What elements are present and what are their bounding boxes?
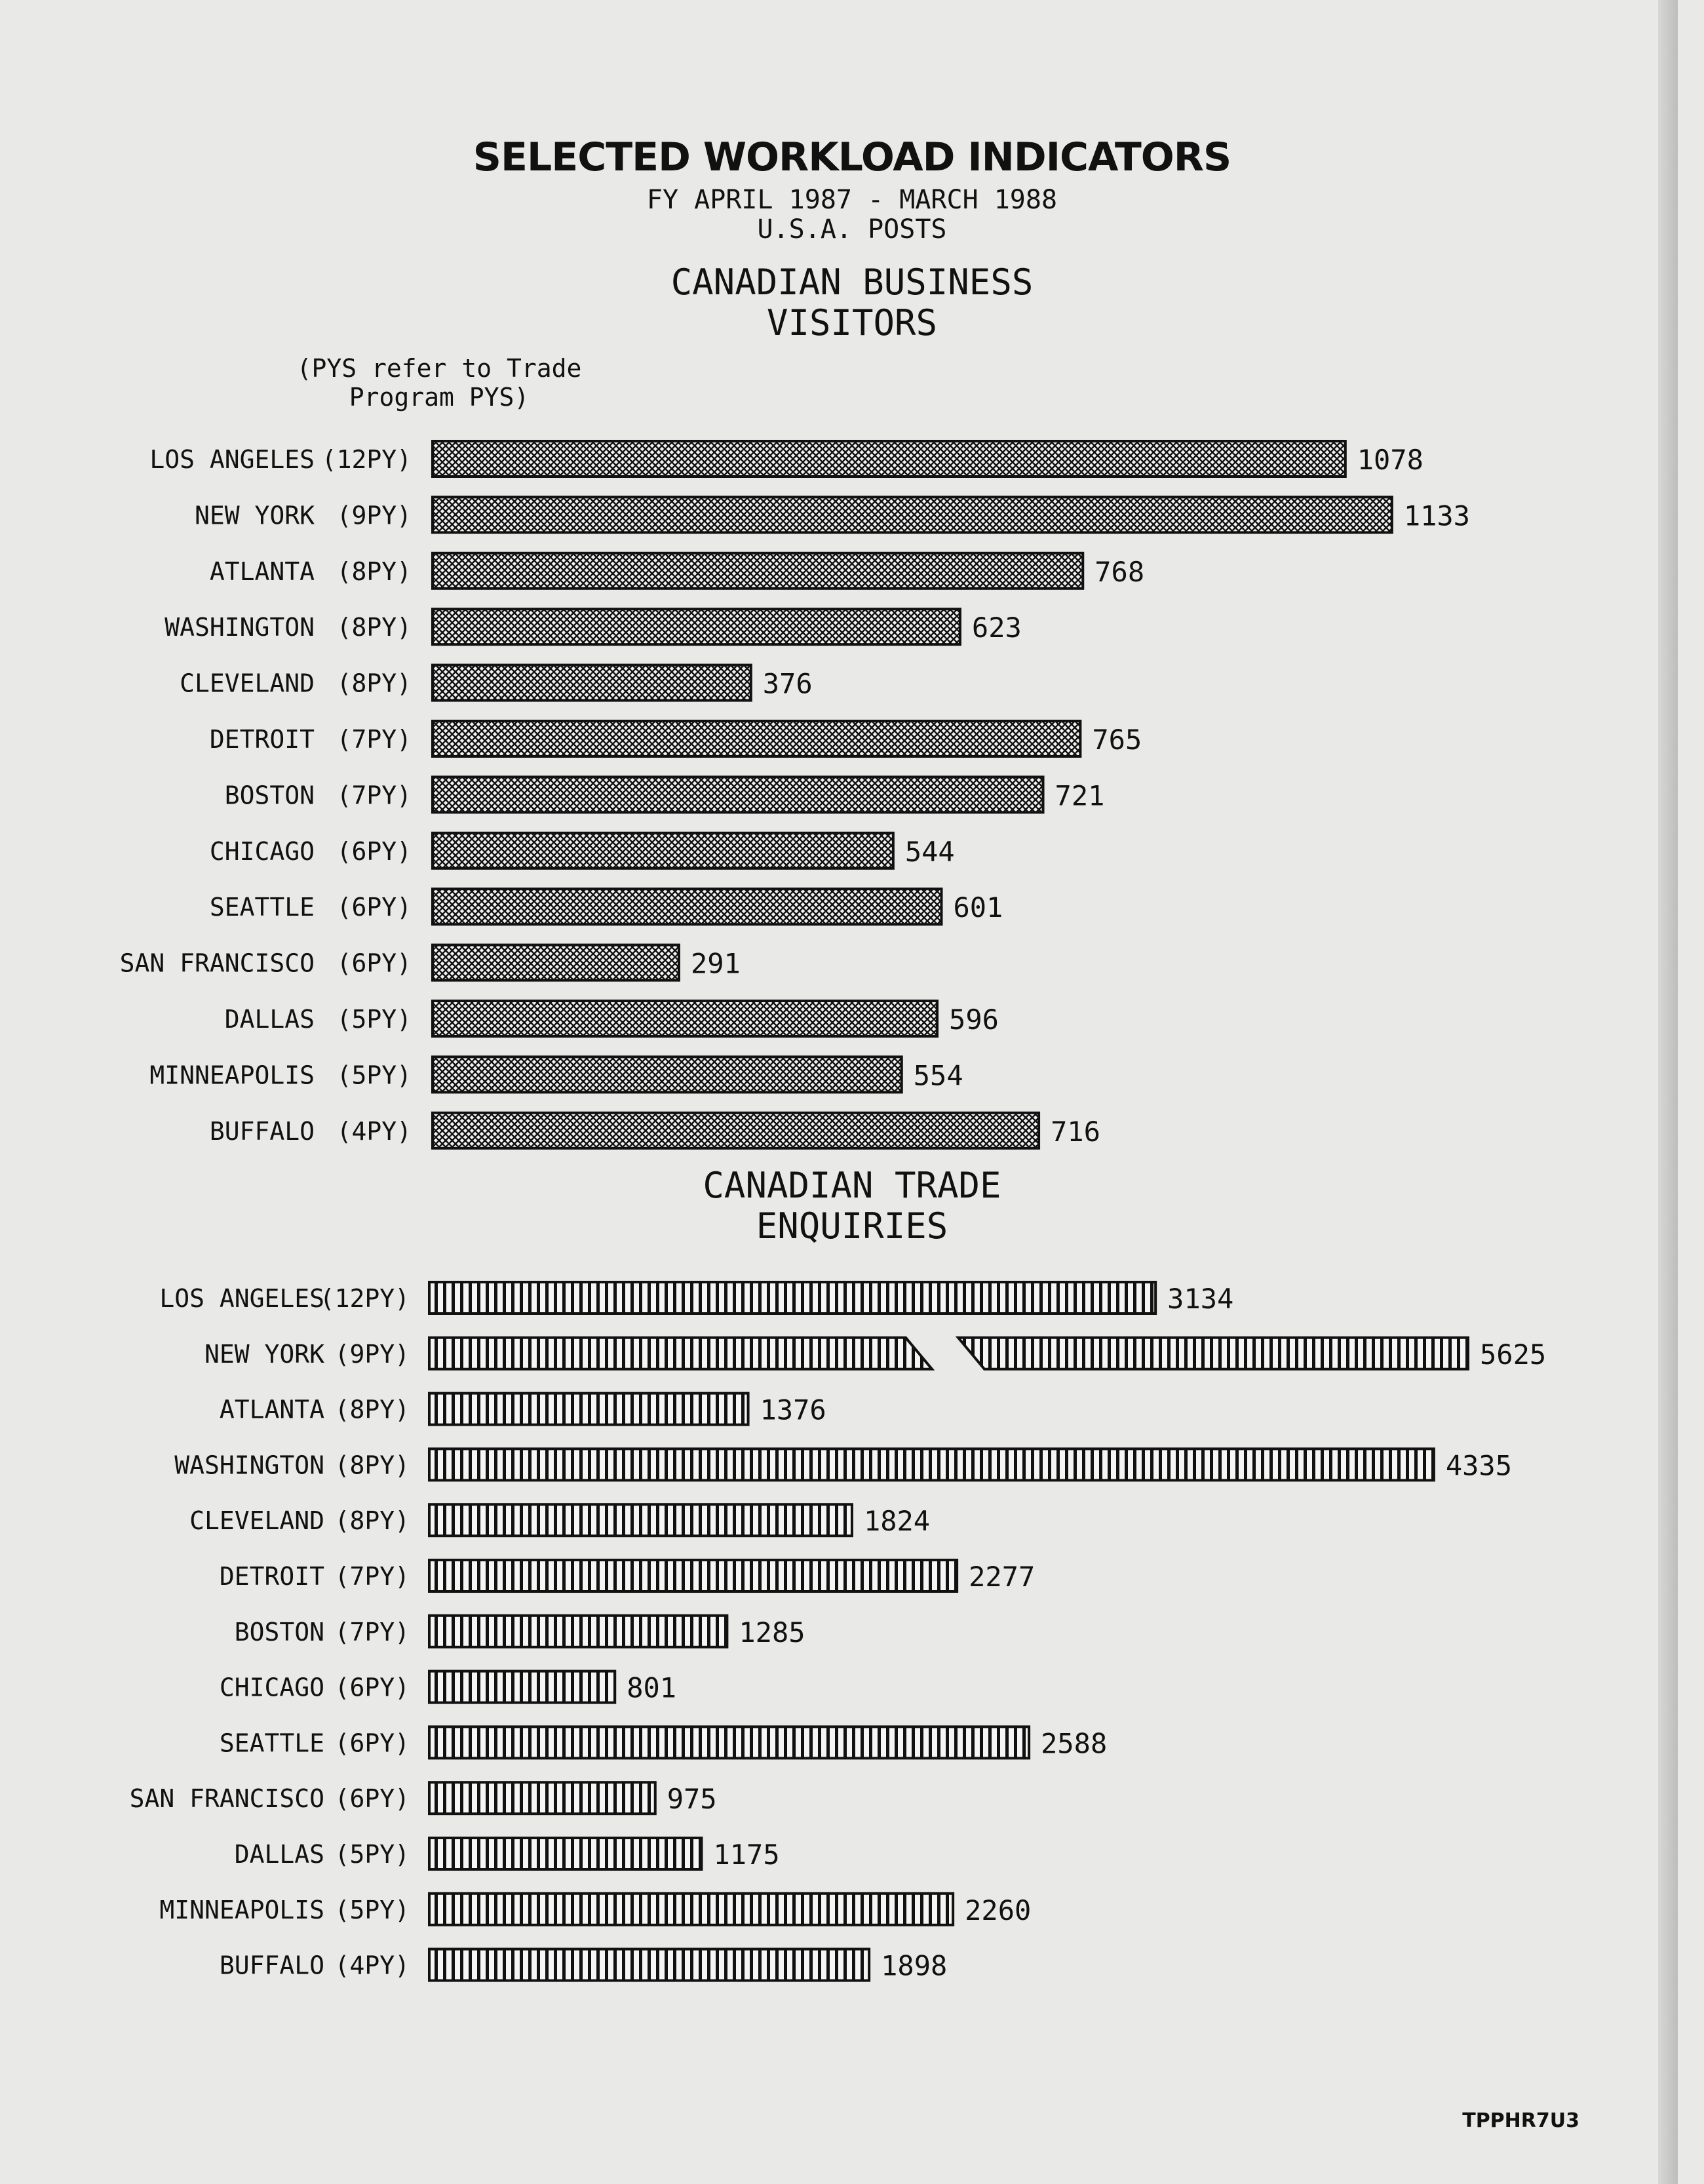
category-label-cleveland: CLEVELAND (189, 1506, 324, 1536)
value-label-dallas: 1175 (713, 1839, 780, 1871)
category-label-los-angeles: LOS ANGELES (149, 445, 315, 474)
bar-detroit (433, 721, 1080, 756)
value-label-buffalo: 716 (1051, 1115, 1100, 1148)
bar-cleveland (433, 665, 751, 701)
bar-atlanta (429, 1394, 748, 1425)
value-label-dallas: 596 (949, 1004, 999, 1036)
category-py-label-los-angeles: (12PY) (319, 1284, 410, 1313)
bar-seattle (429, 1726, 1029, 1758)
category-py-label-detroit: (7PY) (334, 1562, 410, 1591)
value-label-detroit: 2277 (969, 1561, 1036, 1593)
bar-buffalo (433, 1113, 1039, 1148)
value-label-new-york: 1133 (1403, 499, 1470, 532)
category-label-chicago: CHICAGO (209, 836, 315, 866)
bar-dallas (429, 1838, 701, 1869)
category-py-label-cleveland: (8PY) (334, 1506, 410, 1536)
bar-san-francisco (433, 945, 679, 981)
category-py-label-los-angeles: (12PY) (321, 445, 412, 474)
bar-san-francisco (429, 1782, 655, 1814)
category-label-minneapolis: MINNEAPOLIS (159, 1895, 324, 1924)
category-label-new-york: NEW YORK (194, 501, 315, 530)
category-py-label-buffalo: (4PY) (336, 1116, 412, 1146)
bar-washington (433, 609, 960, 644)
category-py-label-buffalo: (4PY) (334, 1951, 410, 1980)
value-label-detroit: 765 (1092, 724, 1142, 756)
value-label-san-francisco: 975 (667, 1783, 717, 1816)
category-py-label-washington: (8PY) (334, 1451, 410, 1480)
bar-chicago (429, 1671, 615, 1703)
visitors-chart-title (0, 262, 1704, 343)
page-subtitle-region: U.S.A. POSTS (757, 214, 947, 244)
bar-minneapolis (433, 1057, 902, 1092)
category-label-chicago: CHICAGO (219, 1673, 324, 1702)
category-py-label-boston: (7PY) (334, 1617, 410, 1647)
bar-cleveland (429, 1504, 852, 1536)
category-py-label-minneapolis: (5PY) (336, 1061, 412, 1090)
bar-chicago (433, 833, 893, 868)
category-py-label-san-francisco: (6PY) (334, 1784, 410, 1814)
category-label-detroit: DETROIT (209, 725, 315, 754)
category-label-atlanta: ATLANTA (209, 556, 315, 586)
bar-los-angeles (433, 441, 1346, 477)
value-label-cleveland: 376 (762, 667, 813, 700)
category-py-label-atlanta: (8PY) (334, 1395, 410, 1424)
category-label-dallas: DALLAS (234, 1840, 324, 1869)
bar-new-york (433, 497, 1392, 532)
pys-note-line-1: (PYS refer to Trade (296, 354, 582, 383)
value-label-atlanta: 768 (1094, 555, 1145, 588)
bar-los-angeles (429, 1282, 1155, 1314)
category-label-minneapolis: MINNEAPOLIS (149, 1061, 315, 1090)
category-py-label-detroit: (7PY) (336, 725, 412, 754)
value-label-san-francisco: 291 (690, 947, 741, 980)
category-label-dallas: DALLAS (224, 1005, 315, 1034)
category-py-label-chicago: (6PY) (336, 836, 412, 866)
value-label-chicago: 801 (627, 1671, 677, 1704)
category-py-label-minneapolis: (5PY) (334, 1895, 410, 1924)
category-label-detroit: DETROIT (219, 1562, 324, 1591)
enquiries-chart-title-line-2: ENQUIRIES (756, 1205, 948, 1247)
bar-atlanta (433, 553, 1083, 589)
category-label-new-york: NEW YORK (204, 1339, 324, 1369)
bar-boston (433, 777, 1043, 812)
category-label-san-francisco: SAN FRANCISCO (129, 1784, 324, 1814)
enquiries-chart-title (0, 1165, 1704, 1247)
category-label-boston: BOSTON (224, 781, 315, 810)
enquiries-bar-chart (0, 1257, 1547, 1991)
category-py-label-dallas: (5PY) (336, 1005, 412, 1034)
category-py-label-boston: (7PY) (336, 781, 412, 810)
bar-new-york (429, 1338, 1468, 1369)
value-label-washington: 623 (971, 612, 1022, 644)
bar-boston (429, 1616, 727, 1647)
category-label-san-francisco: SAN FRANCISCO (119, 948, 315, 978)
category-py-label-chicago: (6PY) (334, 1673, 410, 1702)
page-subtitle-period: FY APRIL 1987 - MARCH 1988 (646, 185, 1058, 215)
category-py-label-san-francisco: (6PY) (336, 948, 412, 978)
visitors-chart-title-line-1: CANADIAN BUSINESS (670, 262, 1034, 303)
pys-note-line-2: Program PYS) (349, 383, 530, 412)
category-py-label-new-york: (9PY) (336, 501, 412, 530)
category-label-seattle: SEATTLE (219, 1728, 324, 1758)
visitors-bar-chart (0, 419, 1507, 1154)
bar-washington (429, 1449, 1434, 1480)
pys-note (288, 354, 590, 412)
value-label-chicago: 544 (904, 835, 955, 868)
document-code: TPPHR7U3 (1462, 2109, 1579, 2132)
value-label-boston: 1285 (739, 1616, 805, 1648)
value-label-minneapolis: 554 (913, 1059, 963, 1092)
category-label-boston: BOSTON (234, 1617, 324, 1647)
category-label-washington: WASHINGTON (165, 613, 315, 642)
category-py-label-seattle: (6PY) (336, 893, 412, 922)
value-label-seattle: 601 (953, 891, 1003, 924)
category-label-washington: WASHINGTON (174, 1451, 324, 1480)
category-label-seattle: SEATTLE (209, 893, 315, 922)
category-label-buffalo: BUFFALO (219, 1951, 324, 1980)
bar-detroit (429, 1560, 957, 1591)
value-label-los-angeles: 1078 (1357, 444, 1423, 476)
bar-minneapolis (429, 1894, 953, 1925)
value-label-los-angeles: 3134 (1167, 1283, 1234, 1315)
value-label-new-york: 5625 (1480, 1338, 1547, 1371)
bar-dallas (433, 1001, 937, 1036)
category-py-label-cleveland: (8PY) (336, 669, 412, 698)
category-label-los-angeles: LOS ANGELES (159, 1284, 324, 1313)
value-label-boston: 721 (1055, 779, 1105, 812)
value-label-minneapolis: 2260 (965, 1894, 1032, 1926)
category-py-label-atlanta: (8PY) (336, 556, 412, 586)
value-label-buffalo: 1898 (881, 1949, 948, 1982)
bar-buffalo (429, 1949, 869, 1981)
value-label-cleveland: 1824 (863, 1505, 931, 1538)
enquiries-chart-title-line-1: CANADIAN TRADE (703, 1165, 1001, 1206)
bar-seattle (433, 889, 941, 924)
value-label-atlanta: 1376 (760, 1394, 826, 1426)
category-py-label-dallas: (5PY) (334, 1840, 410, 1869)
category-py-label-seattle: (6PY) (334, 1728, 410, 1758)
value-label-seattle: 2588 (1041, 1727, 1108, 1760)
value-label-washington: 4335 (1445, 1449, 1513, 1482)
category-py-label-washington: (8PY) (336, 613, 412, 642)
category-label-cleveland: CLEVELAND (180, 669, 315, 698)
visitors-chart-title-line-2: VISITORS (766, 302, 938, 343)
category-py-label-new-york: (9PY) (334, 1339, 410, 1369)
category-label-buffalo: BUFFALO (209, 1116, 315, 1146)
category-label-atlanta: ATLANTA (219, 1395, 324, 1424)
page-title: SELECTED WORKLOAD INDICATORS (473, 134, 1231, 180)
